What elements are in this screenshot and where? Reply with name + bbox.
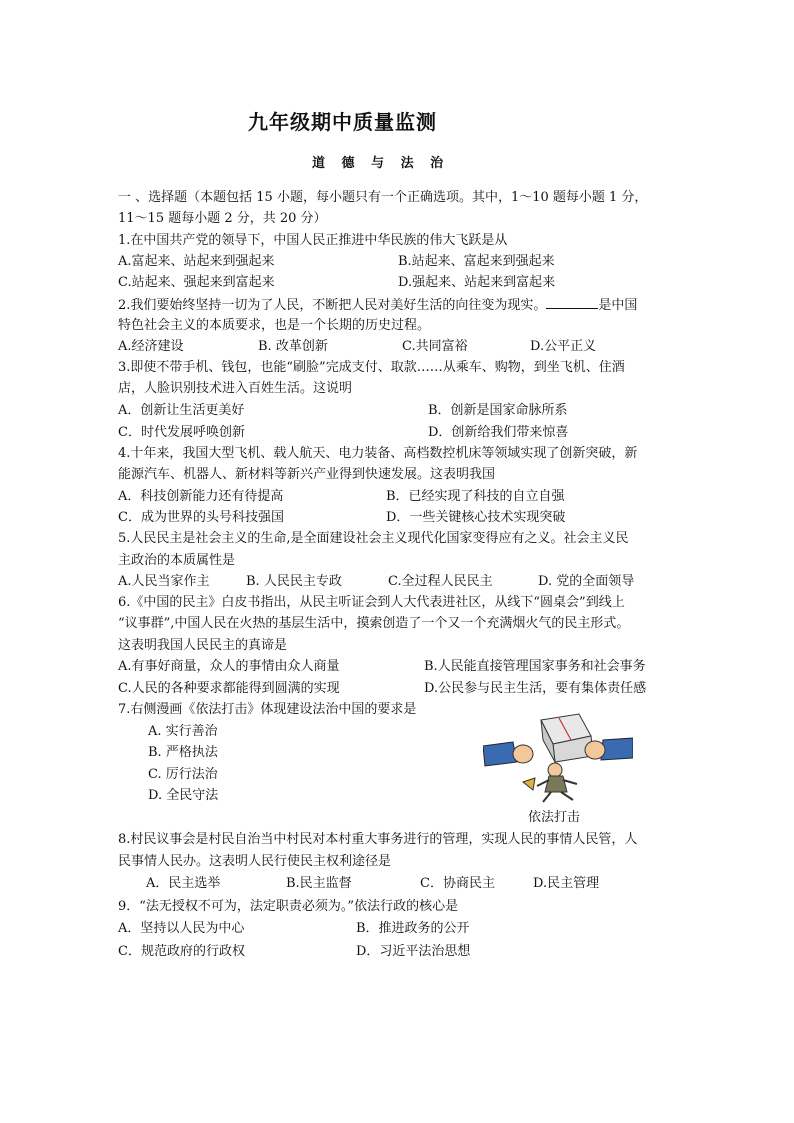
question-9-option-b: B．推进政务的公开 xyxy=(356,921,470,936)
question-3-option-a: A．创新让生活更美好 xyxy=(118,403,245,418)
question-6-option-c: C.人民的各种要求都能得到圆满的实现 xyxy=(118,681,340,696)
question-2-option-a: A.经济建设 xyxy=(118,339,184,354)
question-6-option-a: A.有事好商量，众人的事情由众人商量 xyxy=(118,659,340,674)
criminal-figure-illustration xyxy=(523,763,577,802)
question-8-option-b: B.民主监督 xyxy=(286,876,352,891)
question-9-option-c: C．规范政府的行政权 xyxy=(118,944,245,959)
question-5-option-c: C.全过程人民民主 xyxy=(388,574,493,589)
question-2-stem-post: 是中国 xyxy=(598,298,638,313)
question-5-option-a: A.人民当家作主 xyxy=(118,574,210,589)
question-1-option-c: C.站起来、强起来到富起来 xyxy=(118,275,275,290)
question-4-option-b: B．已经实现了科技的自立自强 xyxy=(386,489,565,504)
question-8-option-d: D.民主管理 xyxy=(533,876,600,891)
question-3-option-c: C．时代发展呼唤创新 xyxy=(118,425,245,440)
question-7-option-d: D. 全民守法 xyxy=(148,788,219,803)
question-4-option-c: C．成为世界的头号科技强国 xyxy=(118,510,284,525)
right-fist-illustration xyxy=(585,738,633,760)
subject-title: 道 德 与 法 治 xyxy=(312,156,450,171)
question-7-stem: 7.右侧漫画《依法打击》体现建设法治中国的要求是 xyxy=(118,702,417,717)
question-1-option-a: A.富起来、站起来到强起来 xyxy=(118,254,275,269)
question-5-option-b: B. 人民民主专政 xyxy=(246,574,342,589)
question-7-option-a: A. 实行善治 xyxy=(148,724,218,739)
page-title: 九年级期中质量监测 xyxy=(248,110,437,134)
law-enforcement-cartoon xyxy=(483,712,633,804)
question-5-stem-line2: 主政治的本质属性是 xyxy=(118,553,236,568)
question-2-stem-line2: 特色社会主义的本质要求，也是一个长期的历史过程。 xyxy=(118,318,431,333)
question-2-option-c: C.共同富裕 xyxy=(402,339,468,354)
box-illustration xyxy=(541,714,593,762)
question-6-stem-line2: “议事群”,中国人民在火热的基层生活中，摸索创造了一个又一个充满烟火气的民主形式。 xyxy=(118,616,630,631)
question-3-stem: 3.即使不带手机、钱包，也能“刷脸”完成支付、取款……从乘车、购物，到坐飞机、住酒 xyxy=(118,360,625,375)
left-fist-illustration xyxy=(483,742,533,766)
question-9-option-d: D．习近平法治思想 xyxy=(356,944,471,959)
question-6-option-d: D.公民参与民主生活，要有集体责任感 xyxy=(424,681,647,696)
question-5-option-d: D. 党的全面领导 xyxy=(538,574,635,589)
question-6-stem-line3: 这表明我国人民民主的真谛是 xyxy=(118,638,288,653)
question-2-blank xyxy=(546,296,598,309)
question-6-option-b: B.人民能直接管理国家事务和社会事务 xyxy=(424,659,646,674)
question-8-option-a: A．民主选举 xyxy=(146,876,221,891)
question-1-stem: 1.在中国共产党的领导下，中国人民正推进中华民族的伟大飞跃是从 xyxy=(118,233,508,248)
section-instructions-line1: 一 、选择题（本题包括 15 小题，每小题只有一个正确选项。其中，1～10 题每小题 1 分， xyxy=(118,190,648,205)
question-2-option-d: D.公平正义 xyxy=(530,339,597,354)
question-3-option-d: D．创新给我们带来惊喜 xyxy=(428,425,569,440)
question-4-stem-line2: 能源汽车、机器人、新材料等新兴产业得到快速发展。这表明我国 xyxy=(118,467,496,482)
question-2-option-b: B. 改革创新 xyxy=(258,339,328,354)
question-5-stem: 5.人民民主是社会主义的生命,是全面建设社会主义现代化国家变得应有之义。社会主义民 xyxy=(118,531,629,546)
question-8-stem: 8.村民议事会是村民自治当中村民对本村重大事务进行的管理，实现人民的事情人民管，人 xyxy=(118,832,638,847)
question-6-stem: 6.《中国的民主》白皮书指出，从民主听证会到人大代表进社区，从线下“圆桌会”到线上 xyxy=(118,595,625,610)
question-7-option-b: B. 严格执法 xyxy=(148,745,218,760)
question-2-stem-pre: 2.我们要始终坚持一切为了人民，不断把人民对美好生活的向往变为现实。 xyxy=(118,298,547,313)
question-9-option-a: A．坚持以人民为中心 xyxy=(118,921,245,936)
cartoon-caption: 依法打击 xyxy=(528,810,581,825)
section-instructions-line2: 11～15 题每小题 2 分，共 20 分） xyxy=(118,211,327,226)
question-8-stem-line2: 民事情人民办。这表明人民行使民主权利途径是 xyxy=(118,854,392,869)
question-3-option-b: B．创新是国家命脉所系 xyxy=(428,403,568,418)
question-2-stem xyxy=(118,296,637,314)
question-4-option-d: D．一些关键核心技术实现突破 xyxy=(386,510,566,525)
question-7-option-c: C. 厉行法治 xyxy=(148,767,218,782)
question-9-stem: 9．“法无授权不可为，法定职责必须为。”依法行政的核心是 xyxy=(118,899,459,914)
question-3-stem-line2: 店，人脸识别技术进入百姓生活。这说明 xyxy=(118,381,353,396)
question-4-option-a: A．科技创新能力还有待提高 xyxy=(118,489,284,504)
question-4-stem: 4.十年来，我国大型飞机、载人航天、电力装备、高档数控机床等领域实现了创新突破，新 xyxy=(118,446,638,461)
question-1-option-d: D.强起来、站起来到富起来 xyxy=(398,275,556,290)
question-1-option-b: B.站起来、富起来到强起来 xyxy=(398,254,555,269)
question-8-option-c: C．协商民主 xyxy=(420,876,495,891)
